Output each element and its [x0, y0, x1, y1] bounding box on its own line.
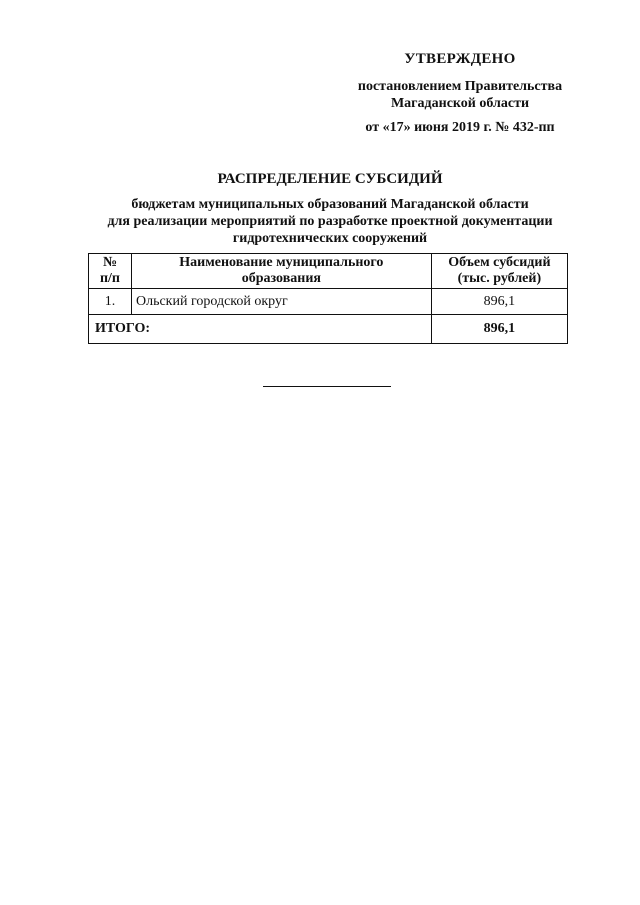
- header-number-line-1: №: [102, 255, 118, 270]
- approval-stamp: [320, 50, 600, 136]
- total-label: ИТОГО:: [89, 315, 432, 344]
- table-header-row: [89, 254, 568, 289]
- subsidy-table: [88, 253, 568, 344]
- header-name: [131, 254, 431, 289]
- document-subtitle-line-3: гидротехнических сооружений: [232, 231, 428, 246]
- approval-title: УТВЕРЖДЕНО: [404, 51, 516, 67]
- total-amount: 896,1: [431, 315, 567, 344]
- row-number: 1.: [89, 289, 132, 315]
- document-heading: [60, 170, 600, 247]
- header-number: [89, 254, 132, 289]
- approval-line-region: Магаданской области: [390, 96, 530, 111]
- header-name-line-1: Наименование муниципального: [179, 255, 384, 270]
- table-row: [89, 289, 568, 315]
- row-municipality-name: Ольский городской округ: [131, 289, 431, 315]
- header-number-line-2: п/п: [99, 271, 120, 286]
- header-name-line-2: образования: [241, 271, 321, 286]
- header-amount-line-1: Объем субсидий: [448, 255, 551, 270]
- row-subsidy-amount: 896,1: [431, 289, 567, 315]
- document-title: РАСПРЕДЕЛЕНИЕ СУБСИДИЙ: [217, 171, 443, 187]
- approval-line-date: от «17» июня 2019 г. № 432-пп: [365, 120, 555, 135]
- document-subtitle-line-2: для реализации мероприятий по разработке проектной документации: [107, 214, 553, 229]
- header-amount-line-2: (тыс. рублей): [457, 271, 542, 286]
- approval-line-resolution: постановлением Правительства: [357, 79, 563, 94]
- header-amount: [431, 254, 567, 289]
- table-total-row: [89, 315, 568, 344]
- document-subtitle-line-1: бюджетам муниципальных образований Магаданской области: [131, 197, 529, 212]
- end-of-document-divider: [263, 386, 391, 387]
